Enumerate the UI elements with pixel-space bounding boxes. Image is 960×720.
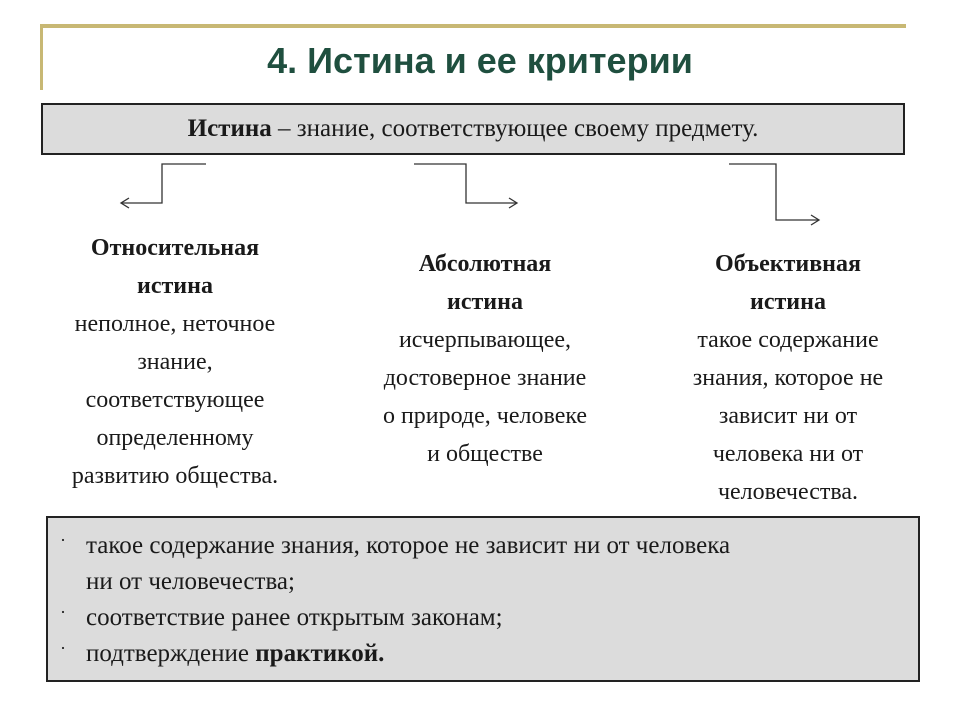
definition-text: – знание, соответствующее своему предмету. <box>271 115 759 142</box>
relative-truth-heading: Относительная истина <box>90 235 260 299</box>
bullet-icon: · <box>60 602 66 622</box>
bullet-icon: · <box>60 530 66 550</box>
objective-truth-text: такое содержание знания, которое не зависит ни от человека ни от человечества. <box>692 327 884 505</box>
practice-emphasis: практикой. <box>255 640 385 667</box>
definition-term: Истина <box>187 115 272 142</box>
arrow-objective <box>729 164 818 220</box>
criteria-box <box>46 516 920 682</box>
objective-truth-block <box>648 245 928 511</box>
criterion-laws: · соответствие ранее открытым законам; <box>86 600 904 636</box>
absolute-truth-block <box>340 245 630 473</box>
relative-truth-block <box>30 229 320 495</box>
arrow-absolute <box>414 164 516 203</box>
bullet-icon: · <box>60 638 66 658</box>
absolute-truth-text: исчерпывающее, достоверное знание о природе, человеке и обществе <box>382 327 588 467</box>
objective-truth-heading: Объективная истина <box>715 251 861 315</box>
absolute-truth-heading: Абсолютная истина <box>418 251 552 315</box>
criterion-practice: · подтверждение практикой. <box>86 636 904 672</box>
criterion-independence: · такое содержание знания, которое не зависит ни от человека ни от человечества; <box>86 528 904 600</box>
arrow-relative <box>122 164 206 203</box>
page-title: 4. Истина и ее критерии <box>267 40 693 81</box>
relative-truth-text: неполное, неточное знание, соответствующее определенному развитию общества. <box>71 311 279 489</box>
